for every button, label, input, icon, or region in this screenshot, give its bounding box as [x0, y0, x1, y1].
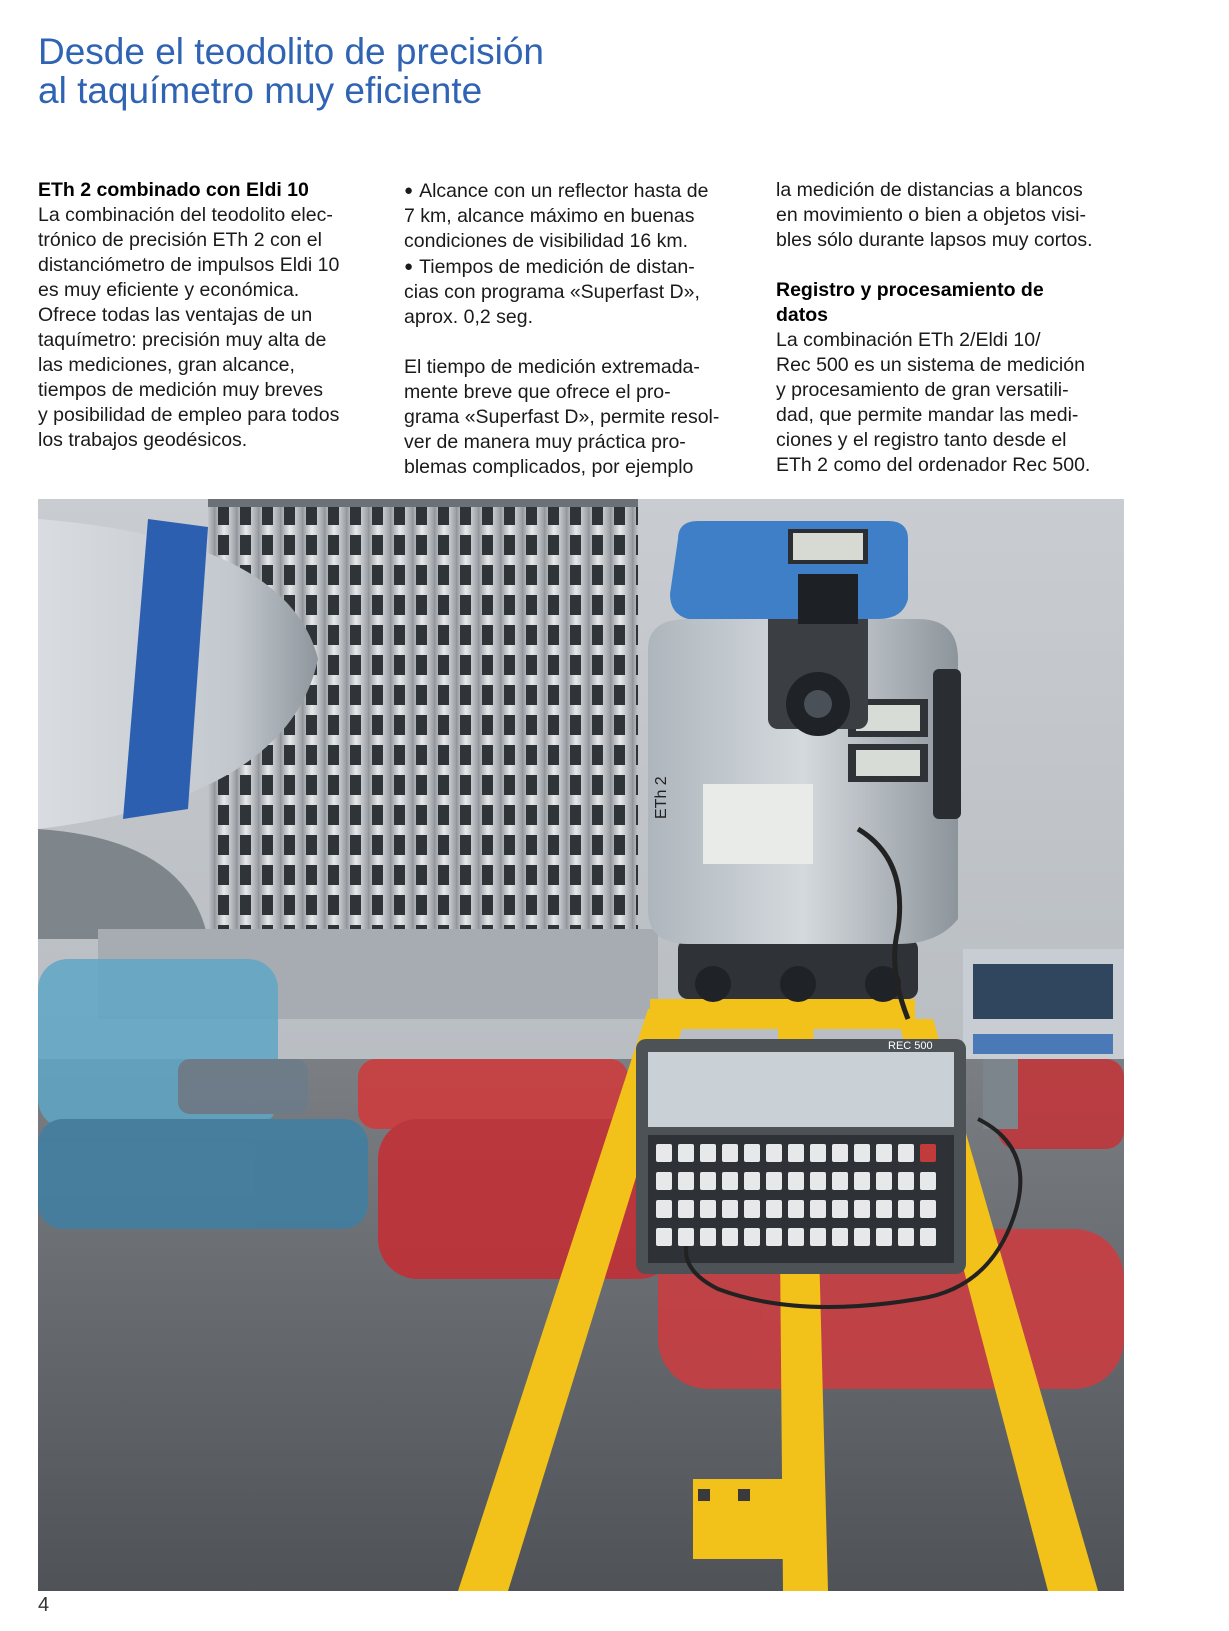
keyboard-key: [898, 1228, 914, 1246]
keyboard-key: [744, 1228, 760, 1246]
keyboard-key: [766, 1172, 782, 1190]
col3-para-line: dad, que permite mandar las medi-: [776, 404, 1079, 426]
keyboard-key: [898, 1172, 914, 1190]
keyboard-key: [854, 1144, 870, 1162]
col3-para-line: ETh 2 como del ordenador Rec 500.: [776, 454, 1091, 476]
keyboard-key: [744, 1144, 760, 1162]
col2-para-line: ver de manera muy práctica pro-: [404, 431, 686, 453]
section-heading-eth2: ETh 2 combinado con Eldi 10: [38, 179, 309, 201]
col3-para-line: Rec 500 es un sistema de medición: [776, 354, 1085, 376]
keyboard-key: [678, 1144, 694, 1162]
keyboard-key: [744, 1172, 760, 1190]
bullet-time-line: cias con programa «Superfast D»,: [404, 281, 700, 303]
title-line-2: al taquímetro muy eficiente: [38, 70, 483, 111]
text-column-3: [776, 178, 1121, 478]
keyboard-key: [766, 1144, 782, 1162]
col3-para-line: La combinación ETh 2/Eldi 10/: [776, 329, 1041, 351]
bullet-range-line: condiciones de visibilidad 16 km.: [404, 230, 688, 252]
col3-para-line: y procesamiento de gran versatili-: [776, 379, 1069, 401]
keyboard-key: [656, 1144, 672, 1162]
keyboard-key: [656, 1228, 672, 1246]
col1-line: trónico de precisión ETh 2 con el: [38, 229, 322, 251]
page-title: [38, 32, 544, 110]
photo-surveying-instrument: [38, 499, 1124, 1591]
col3-cont-line: la medición de distancias a blancos: [776, 179, 1083, 201]
col1-line: La combinación del teodolito elec-: [38, 204, 333, 226]
keyboard-key: [700, 1172, 716, 1190]
section-heading-registro: Registro y procesamiento de: [776, 279, 1044, 301]
col1-line: Ofrece todas las ventajas de un: [38, 304, 313, 326]
keyboard-key: [656, 1172, 672, 1190]
keyboard-key: [700, 1200, 716, 1218]
keyboard-key: [876, 1200, 892, 1218]
col3-cont-line: bles sólo durante lapsos muy cortos.: [776, 229, 1093, 251]
keyboard-key: [678, 1228, 694, 1246]
keyboard-key: [832, 1228, 848, 1246]
keyboard-key: [854, 1172, 870, 1190]
keyboard-key: [920, 1172, 936, 1190]
keyboard-key: [722, 1228, 738, 1246]
col1-line: y posibilidad de empleo para todos: [38, 404, 340, 426]
keyboard-key: [832, 1172, 848, 1190]
col2-para-line: El tiempo de medición extremada-: [404, 356, 700, 378]
keyboard-key: [898, 1200, 914, 1218]
page-number: 4: [38, 1594, 50, 1616]
col2-para-line: mente breve que ofrece el pro-: [404, 381, 671, 403]
keyboard-key: [832, 1144, 848, 1162]
col3-cont-line: en movimiento o bien a objetos visi-: [776, 204, 1086, 226]
section-heading-registro-2: datos: [776, 304, 829, 326]
bullet-time-line: ● Tiempos de medición de distan-: [404, 254, 749, 280]
keyboard-key: [810, 1228, 826, 1246]
text-column-1: [38, 178, 383, 453]
bullet-time-line: aprox. 0,2 seg.: [404, 306, 533, 328]
keyboard-key: [766, 1228, 782, 1246]
keyboard-key: [722, 1172, 738, 1190]
col1-line: es muy eficiente y económica.: [38, 279, 300, 301]
keyboard-key: [788, 1144, 804, 1162]
bullet-range-line: ● Alcance con un reflector hasta de: [404, 178, 749, 204]
keyboard-key: [920, 1228, 936, 1246]
col1-line: taquímetro: precisión muy alta de: [38, 329, 327, 351]
keyboard-key: [656, 1200, 672, 1218]
keyboard-key: [876, 1228, 892, 1246]
keyboard-key: [700, 1228, 716, 1246]
col3-para-line: ciones y el registro tanto desde el: [776, 429, 1067, 451]
keyboard-key: [810, 1200, 826, 1218]
keyboard-key: [788, 1200, 804, 1218]
keyboard-key: [766, 1200, 782, 1218]
rec500-label: REC 500: [888, 1040, 933, 1052]
title-line-1: Desde el teodolito de precisión: [38, 31, 544, 72]
keyboard-key: [788, 1172, 804, 1190]
keyboard-key: [920, 1200, 936, 1218]
keyboard-key: [678, 1200, 694, 1218]
col1-line: los trabajos geodésicos.: [38, 429, 248, 451]
instrument-label: ETh 2: [653, 776, 670, 819]
keyboard-key: [722, 1200, 738, 1218]
col1-line: tiempos de medición muy breves: [38, 379, 324, 401]
text-column-2: [404, 178, 749, 480]
keyboard-key: [832, 1200, 848, 1218]
keyboard-key: [700, 1144, 716, 1162]
keyboard-key: [854, 1228, 870, 1246]
keyboard-key: [810, 1144, 826, 1162]
col2-para-line: grama «Superfast D», permite resol-: [404, 406, 720, 428]
keyboard-key: [678, 1172, 694, 1190]
col1-line: distanciómetro de impulsos Eldi 10: [38, 254, 340, 276]
keyboard-key: [722, 1144, 738, 1162]
col1-line: las mediciones, gran alcance,: [38, 354, 295, 376]
keyboard-key: [898, 1144, 914, 1162]
keyboard-key: [788, 1228, 804, 1246]
keyboard-key: [854, 1200, 870, 1218]
keyboard-key: [876, 1172, 892, 1190]
keyboard-key: [810, 1172, 826, 1190]
col2-para-line: blemas complicados, por ejemplo: [404, 456, 694, 478]
keyboard-key: [744, 1200, 760, 1218]
bullet-range-line: 7 km, alcance máximo en buenas: [404, 205, 695, 227]
keyboard-key: [920, 1144, 936, 1162]
keyboard-key: [876, 1144, 892, 1162]
